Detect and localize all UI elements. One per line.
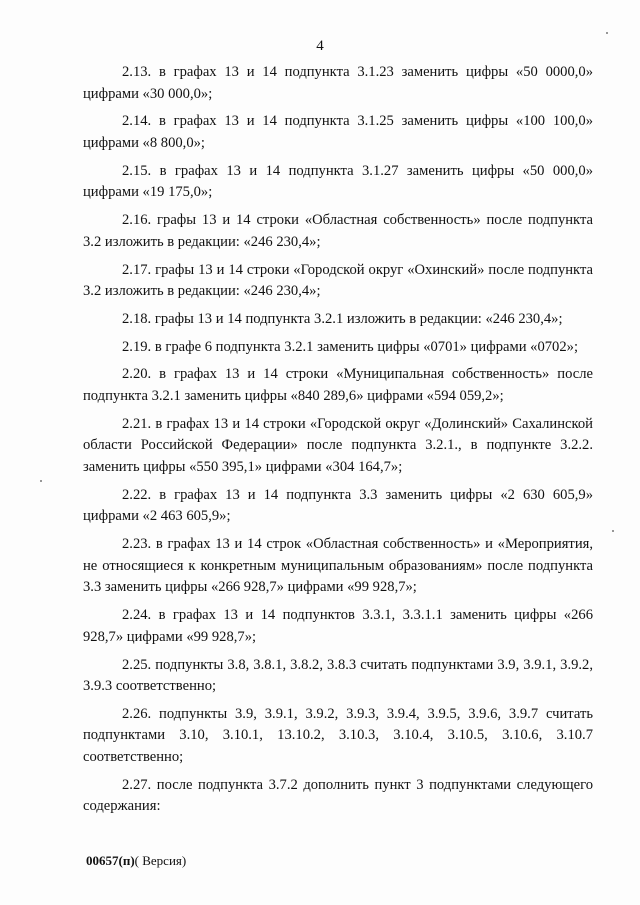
paragraph-2-23: 2.23. в графах 13 и 14 строк «Областная собственность» и «Мероприятия, не относящиеся к конкретным муниципальным образованиям» после подпункта 3.3 заменить цифры «266 928,7» цифрами «99 928,7»; <box>83 536 593 596</box>
document-footer <box>86 853 186 869</box>
page-number: 4 <box>316 38 324 54</box>
paragraph-2-22: 2.22. в графах 13 и 14 подпункта 3.3 заменить цифры «2 630 605,9» цифрами «2 463 605,9»; <box>83 486 593 525</box>
paragraph-2-15: 2.15. в графах 13 и 14 подпункта 3.1.27 заменить цифры «50 000,0» цифрами «19 175,0»; <box>83 162 593 201</box>
scan-speck <box>606 32 608 34</box>
paragraph-2-25: 2.25. подпункты 3.8, 3.8.1, 3.8.2, 3.8.3 считать подпунктами 3.9, 3.9.1, 3.9.2, 3.9.3 соответственно; <box>83 656 593 695</box>
paragraph-2-18: 2.18. графы 13 и 14 подпункта 3.2.1 изложить в редакции: «246 230,4»; <box>122 310 563 327</box>
document-code: 00657(п) <box>86 853 135 868</box>
paragraph-2-14: 2.14. в графах 13 и 14 подпункта 3.1.25 заменить цифры «100 100,0» цифрами «8 800,0»; <box>83 113 593 151</box>
paragraph-2-13: 2.13. в графах 13 и 14 подпункта 3.1.23 заменить цифры «50 0000,0» цифрами «30 000,0»; <box>83 64 593 102</box>
scan-speck <box>612 530 614 532</box>
document-version: ( Версия) <box>134 853 187 868</box>
paragraph-2-21: 2.21. в графах 13 и 14 строки «Городской округ «Долинский» Сахалинской области Российской Федерации» после подпункта 3.2.1., в подпункте 3.2.2. заменить цифры «550 395,1» цифрами «304 164,7»; <box>83 415 593 475</box>
paragraph-2-26: 2.26. подпункты 3.9, 3.9.1, 3.9.2, 3.9.3, 3.9.4, 3.9.5, 3.9.6, 3.9.7 считать подпунктами 3.10, 3.10.1, 13.10.2, 3.10.3, 3.10.4, 3.10.5, 3.10.6, 3.10.7 соответственно; <box>83 705 593 766</box>
document-body <box>83 62 593 824</box>
paragraph-2-17: 2.17. графы 13 и 14 строки «Городской округ «Охинский» после подпункта 3.2 изложить в редакции: «246 230,4»; <box>83 261 593 300</box>
paragraph-2-24: 2.24. в графах 13 и 14 подпунктов 3.3.1, 3.3.1.1 заменить цифры «266 928,7» цифрами «99 928,7»; <box>83 607 593 645</box>
paragraph-2-19: 2.19. в графе 6 подпункта 3.2.1 заменить цифры «0701» цифрами «0702»; <box>122 338 578 355</box>
paragraph-2-16: 2.16. графы 13 и 14 строки «Областная собственность» после подпункта 3.2 изложить в редакции: «246 230,4»; <box>83 212 593 250</box>
paragraph-2-20: 2.20. в графах 13 и 14 строки «Муниципальная собственность» после подпункта 3.2.1 заменить цифры «840 289,6» цифрами «594 059,2»; <box>83 366 593 405</box>
paragraph-2-27: 2.27. после подпункта 3.7.2 дополнить пункт 3 подпунктами следующего содержания: <box>83 776 593 815</box>
scan-speck <box>40 480 42 482</box>
